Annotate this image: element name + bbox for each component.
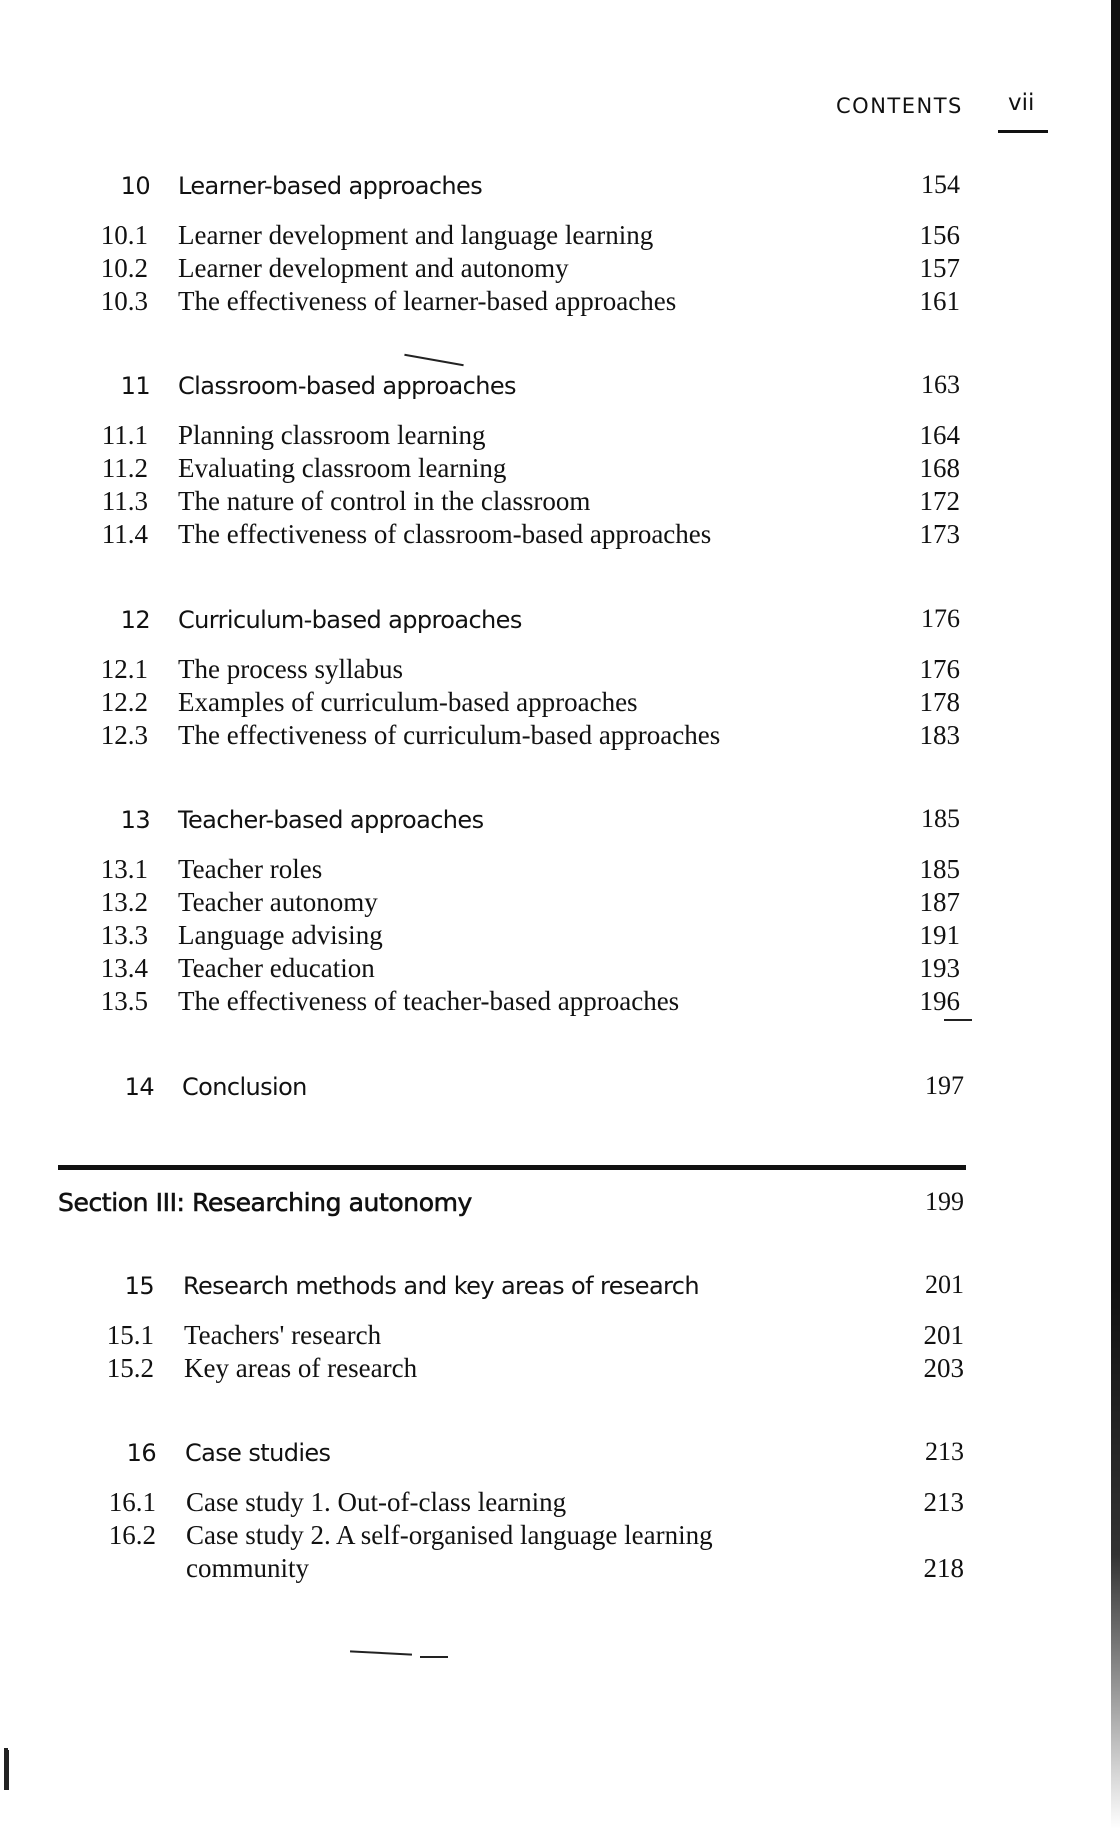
- toc-chapter[interactable]: [0, 166, 1120, 200]
- section-title: Key areas of research: [184, 1353, 418, 1383]
- toc-chapter[interactable]: [0, 366, 1120, 400]
- toc-section[interactable]: [0, 651, 1120, 685]
- toc-section[interactable]: [0, 851, 1120, 885]
- chapter-number: 14: [124, 1073, 154, 1101]
- section-number: 13.3: [100, 920, 148, 950]
- chapter-title: Curriculum-based approaches: [178, 606, 522, 634]
- page-number: 183: [919, 720, 960, 750]
- scan-artifact: [420, 1656, 448, 1658]
- toc-section[interactable]: [0, 684, 1120, 718]
- scan-artifact: [4, 1750, 9, 1790]
- page-number: 193: [919, 953, 960, 983]
- toc-section[interactable]: [0, 516, 1120, 550]
- section-number: 12.3: [100, 720, 148, 750]
- chapter-title: Teacher-based approaches: [178, 806, 484, 834]
- toc-section[interactable]: [0, 950, 1120, 984]
- section-number: 13.5: [100, 986, 148, 1016]
- scan-artifact: [350, 1650, 412, 1655]
- toc-chapter[interactable]: [0, 600, 1120, 634]
- toc-chapter[interactable]: [0, 1067, 1120, 1101]
- section-title: The effectiveness of teacher-based approaches: [178, 986, 680, 1016]
- section-number: 16.1: [108, 1487, 156, 1517]
- toc-section[interactable]: [0, 283, 1120, 317]
- part-divider-rule: [58, 1165, 966, 1170]
- folio-underline: [998, 130, 1048, 133]
- page-number: 201: [925, 1270, 964, 1299]
- page-number: 168: [919, 453, 960, 483]
- page-number: 185: [921, 804, 960, 833]
- section-number: 16.2: [108, 1520, 156, 1550]
- scan-artifact: [944, 1019, 972, 1021]
- page-number: 185: [919, 854, 960, 884]
- toc-chapter[interactable]: [0, 1433, 1120, 1467]
- section-number: 11.3: [101, 486, 148, 516]
- part-title: Section III: Researching autonomy: [58, 1188, 472, 1217]
- chapter-title: Learner-based approaches: [178, 172, 483, 200]
- toc-section-continued[interactable]: [0, 1550, 1120, 1584]
- section-title: The effectiveness of classroom-based approaches: [178, 519, 712, 549]
- page-number: 163: [921, 370, 960, 399]
- page-number: 187: [919, 887, 960, 917]
- section-title: Teacher education: [178, 953, 375, 983]
- toc-chapter[interactable]: [0, 1266, 1120, 1300]
- page-number: 191: [919, 920, 960, 950]
- scan-artifact: [4, 1748, 8, 1752]
- section-title: Teacher roles: [178, 854, 323, 884]
- chapter-number: 16: [126, 1439, 156, 1467]
- page-number: 196: [919, 986, 960, 1016]
- section-number: 13.4: [100, 953, 148, 983]
- page-number: 157: [919, 253, 960, 283]
- chapter-title: Classroom-based approaches: [178, 372, 516, 400]
- section-title-continued: community: [186, 1553, 309, 1583]
- chapter-title: Research methods and key areas of research: [183, 1272, 699, 1300]
- chapter-number: 10: [120, 172, 150, 200]
- chapter-number: 12: [120, 606, 150, 634]
- page-number: 156: [919, 220, 960, 250]
- section-title: Language advising: [178, 920, 383, 950]
- chapter-number: 13: [120, 806, 150, 834]
- section-number: 10.1: [100, 220, 148, 250]
- page-number: 154: [921, 170, 960, 199]
- section-number: 11.2: [101, 453, 148, 483]
- page-number: 178: [919, 687, 960, 717]
- section-title: Teacher autonomy: [178, 887, 378, 917]
- page-number: 161: [919, 286, 960, 316]
- chapter-number: 11: [120, 372, 150, 400]
- chapter-title: Conclusion: [182, 1073, 307, 1101]
- toc-chapter[interactable]: [0, 800, 1120, 834]
- page-number: 213: [923, 1487, 964, 1517]
- toc-section[interactable]: [0, 1317, 1120, 1351]
- page-number: 218: [923, 1553, 964, 1583]
- page-number: 164: [919, 420, 960, 450]
- section-number: 11.4: [101, 519, 148, 549]
- section-title: Examples of curriculum-based approaches: [178, 687, 638, 717]
- toc-section[interactable]: [0, 917, 1120, 951]
- toc-section[interactable]: [0, 483, 1120, 517]
- page-number: 176: [921, 604, 960, 633]
- toc-section[interactable]: [0, 1484, 1120, 1518]
- page-number: 201: [923, 1320, 964, 1350]
- chapter-title: Case studies: [185, 1439, 331, 1467]
- toc-section[interactable]: [0, 983, 1120, 1017]
- toc-section[interactable]: [0, 1517, 1120, 1551]
- scan-artifact: [404, 354, 463, 366]
- page-number: 199: [925, 1187, 964, 1216]
- section-number: 10.2: [100, 253, 148, 283]
- page-number: 197: [925, 1071, 964, 1100]
- toc-section[interactable]: [0, 217, 1120, 251]
- section-title: The effectiveness of learner-based approaches: [178, 286, 677, 316]
- section-number: 10.3: [100, 286, 148, 316]
- section-number: 15.2: [106, 1353, 154, 1383]
- page-number: 203: [923, 1353, 964, 1383]
- page-folio: vii: [1008, 90, 1035, 116]
- section-number: 12.1: [100, 654, 148, 684]
- section-number: 13.2: [100, 887, 148, 917]
- toc-section[interactable]: [0, 250, 1120, 284]
- chapter-number: 15: [124, 1272, 154, 1300]
- section-number: 12.2: [100, 687, 148, 717]
- toc-section[interactable]: [0, 717, 1120, 751]
- running-head: CONTENTS: [836, 94, 963, 118]
- toc-section[interactable]: [0, 450, 1120, 484]
- section-number: 11.1: [101, 420, 148, 450]
- toc-section[interactable]: [0, 1350, 1120, 1384]
- section-title: The process syllabus: [178, 654, 403, 684]
- page-number: 173: [919, 519, 960, 549]
- page-number: 176: [919, 654, 960, 684]
- section-title: Case study 1. Out-of-class learning: [186, 1487, 567, 1517]
- toc-part[interactable]: [0, 1181, 1120, 1217]
- section-number: 13.1: [100, 854, 148, 884]
- section-title: Learner development and language learning: [178, 220, 654, 250]
- toc-section[interactable]: [0, 884, 1120, 918]
- section-title: The nature of control in the classroom: [178, 486, 591, 516]
- section-title: Teachers' research: [184, 1320, 382, 1350]
- section-number: 15.1: [106, 1320, 154, 1350]
- section-title: The effectiveness of curriculum-based approaches: [178, 720, 721, 750]
- page-number: 213: [925, 1437, 964, 1466]
- toc-section[interactable]: [0, 417, 1120, 451]
- page-number: 172: [919, 486, 960, 516]
- section-title: Case study 2. A self-organised language learning: [186, 1520, 713, 1550]
- section-title: Learner development and autonomy: [178, 253, 569, 283]
- section-title: Planning classroom learning: [178, 420, 486, 450]
- section-title: Evaluating classroom learning: [178, 453, 507, 483]
